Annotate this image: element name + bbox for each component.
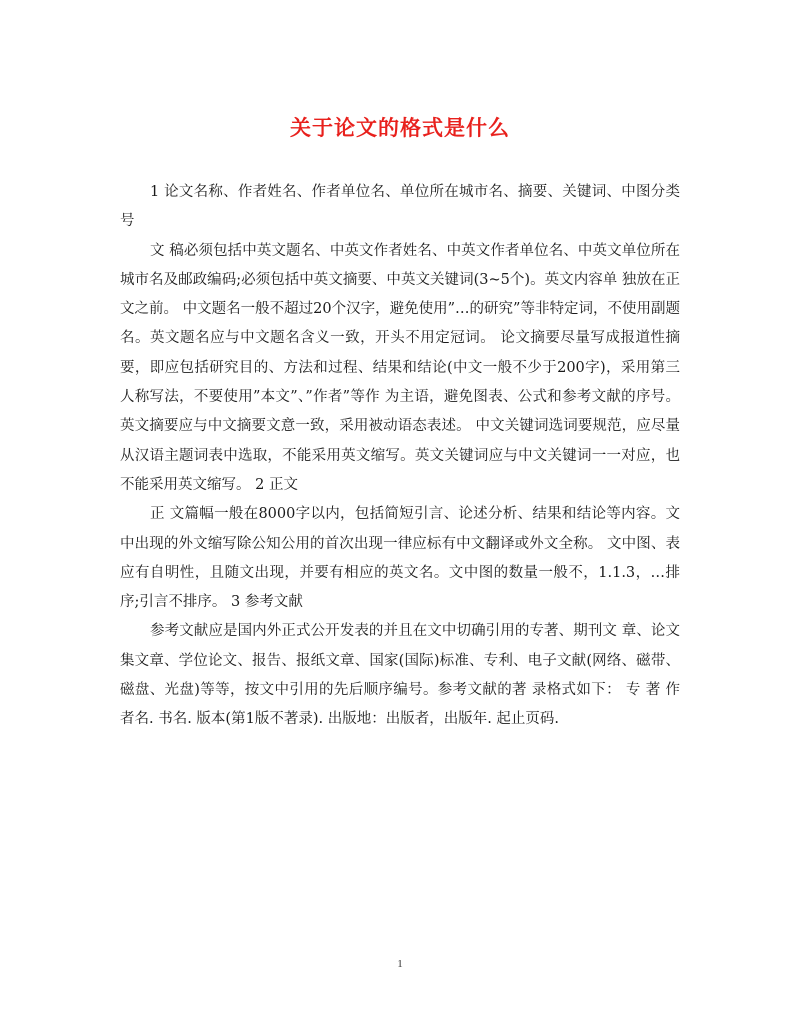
paragraph-section-1-heading: 1 论文名称、作者姓名、作者单位名、单位所在城市名、摘要、关键词、中图分类号 (120, 184, 680, 230)
paragraph-abstract-keywords: 文 稿必须包括中英文题名、中英文作者姓名、中英文作者单位名、中英文单位所在城市名及邮政编码;必须包括中英文摘要、中英文关键词(3~5个)。英文内容单 独放在正文之前。 中文题名一般不超过20个汉字，避免使用”…的研究”等非特定词，不使用副题名。英文题名应与中文题名含义一致，开头不用定冠词。 论文摘要尽量写成报道性摘要，即应包括研究目的、方法和过程、结果和结论(中文一般不少于200字)，采用第三人称写法，不要使用”本文”、”作者”等作 为主语，避免图表、公式和参考文献的序号。英文摘要应与中文摘要文意一致，采用被动语态表述。 中文关键词选词要规范，应尽量从汉语主题词表中选取，不能采用英文缩写。英文关键词应与中文关键词一一对应，也不能采用英文缩写。 2 正文 (120, 242, 680, 493)
paragraph-main-text: 正 文篇幅一般在8000字以内，包括简短引言、论述分析、结果和结论等内容。文中出现的外文缩写除公知公用的首次出现一律应标有中文翻译或外文全称。 文中图、表应有自明性，且随文出现，并要有相应的英文名。文中图的数量一般不，1.1.3，…排序;引言不排序。 3 参考文献 (120, 506, 680, 611)
document-body (120, 178, 680, 735)
document-title: 关于论文的格式是什么 (290, 116, 510, 140)
paragraph-references: 参考文献应是国内外正式公开发表的并且在文中切确引用的专著、期刊文 章、论文集文章、学位论文、报告、报纸文章、国家(国际)标准、专利、电子文献(网络、磁带、磁盘、光盘)等等，按文中引用的先后顺序编号。参考文献的著 录格式如下： 专 著 作者名. 书名. 版本(第1版不著录). 出版地：出版者，出版年. 起止页码. (120, 623, 680, 728)
page-number: 1 (397, 958, 403, 970)
